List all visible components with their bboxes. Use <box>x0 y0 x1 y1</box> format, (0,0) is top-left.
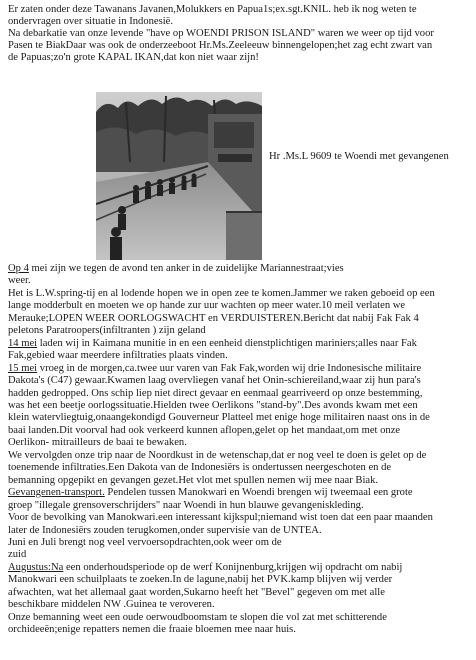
body-line-text: zuid <box>8 549 27 561</box>
body-line <box>8 313 470 325</box>
body-line <box>8 574 470 586</box>
body-line <box>8 462 470 474</box>
body-line <box>8 363 470 375</box>
body-line-text: Voor de bevolking van Manokwari.een interessant kijkspul;niemand wist toen dat een paar maanden <box>8 512 433 524</box>
body-line-text: was het een beetje oorlogssituatie.Hielden twee Oerlikons "stand-by".Des avonds kwam met een <box>8 399 418 411</box>
body-line <box>8 437 470 449</box>
body-line <box>8 562 470 574</box>
body-line-text: een onderhoudsperiode op de werf Konijnenburg,krijgen wij opdracht om nabij <box>63 561 403 573</box>
intro-line: ondervragen over situatie in Indonesië. <box>8 16 174 28</box>
body-line-text: vroeg in de morgen,ca.twee uur varen van Fak Fak,worden wij drie Indonesische militaire <box>37 362 422 374</box>
body-line-text: bemanning opgepikt en gevangen gezet.Het vlot met spullen nemen wij mee naar Biak. <box>8 474 379 486</box>
body-line <box>8 412 470 424</box>
date-heading: Augustus:Na <box>8 561 64 573</box>
body-line-text: We vervolgden onze trip naar de Noordkust in de wetenschap,dat er nog veel te doen is gelet op de <box>8 449 427 461</box>
body-line-text: Fak,gebied waar meerdere infiltraties plaats vinden. <box>8 350 228 362</box>
body-line <box>8 549 470 561</box>
body-line-text: Dakota's (C47) gewaar.Kwamen laag overvliegen vanaf het Onin-schiereiland,waar zij hun para's <box>8 375 421 387</box>
body-line <box>8 450 470 462</box>
body-line <box>8 288 470 300</box>
body-line <box>8 612 470 624</box>
intro-line: Pasen te BiakDaar was ook de onderzeeboot Hr.Ms.Zeeleeuw binnengelopen;het zag echt zwart van <box>8 40 433 52</box>
body-line <box>8 375 470 387</box>
body-line <box>8 338 470 350</box>
body-paragraphs <box>8 263 470 637</box>
body-line <box>8 475 470 487</box>
photo-caption: Hr .Ms.L 9609 te Woendi met gevangenen <box>269 151 449 162</box>
body-line-text: orchideeën;enige repatters nemen die fraaie bloemen mee naar huis. <box>8 624 296 636</box>
body-line-text: afwachten, wat het allemaal gaat worden,Sukarno heeft het "Bevel" gegeven om met alle <box>8 586 385 598</box>
date-heading: 14 mei <box>8 337 38 349</box>
body-line-text: Juni en Juli brengt nog veel vervoersopdrachten,ook weer om de <box>8 536 282 548</box>
body-line-text: lange modderbult en moeten we op hande zur uur wachten op meer water.10 meil verlaten we <box>8 300 406 312</box>
date-heading: Op 4 <box>8 263 29 274</box>
body-line <box>8 487 470 499</box>
body-line-text: Pendelen tussen Manokwari en Woendi brengen wij tweemaal een grote <box>104 487 413 499</box>
body-line-text: hadden gedropped. Ons schip liep niet direct gevaar en eenmaal gearriveerd op onze bestemming, <box>8 387 423 399</box>
body-line <box>8 587 470 599</box>
body-line <box>8 263 470 275</box>
body-line <box>8 500 470 512</box>
body-line-text: mei zijn we tegen de avond ten anker in de zuidelijke Mariannestraat;vies <box>28 263 344 274</box>
body-line <box>8 300 470 312</box>
ship-deck-photo-icon <box>96 92 262 260</box>
intro-line: de Papuas;zo'n grote KAPAL IKAN,dat kon niet waar zijn! <box>8 52 259 64</box>
body-line <box>8 350 470 362</box>
body-line <box>8 599 470 611</box>
body-line-text: Onze bemanning weet een oude oerwoudboomstam te slopen die vol zat met schitterende <box>8 611 387 623</box>
body-line-text: baai landen.Dit voorval had ook verkeerd kunnen aflopen,gelet op het mandaat,om met onze <box>8 424 401 436</box>
intro-line: Er zaten onder deze Tawanans Javanen,Molukkers en Papua1s;ex.sgt.KNIL. heb ik nog weten te <box>8 4 417 15</box>
body-line <box>8 388 470 400</box>
body-line-text: groep "illegale grensoverschrijders" naar Woendi in hun blauwe gevangeniskleding. <box>8 499 364 511</box>
body-line-text: Oerlikon- mitrailleurs de baai te bewaken. <box>8 437 187 449</box>
intro-paragraph <box>8 4 470 64</box>
body-line <box>8 537 470 549</box>
body-line-text: klein watervliegtuig,onaangekondigd Gouverneur Platteel met enige hoge militairen naast ons in de <box>8 412 430 424</box>
date-heading: Gevangenen-transport. <box>8 487 105 499</box>
body-line-text: peletons Paratroopers(infiltranten ) zijn geland <box>8 325 206 337</box>
body-line-text: later de Indonesiërs zouden terugkomen,onder supervisie van de UNTEA. <box>8 524 322 536</box>
body-line <box>8 425 470 437</box>
body-line-text: Het is L.W.spring-tij en al lodende hopen we in open zee te komen.Jammer we raken geboeid op een <box>8 287 435 299</box>
body-line <box>8 512 470 524</box>
body-line-text: laden wij in Kaimana munitie in en een eenheid dienstplichtigen mariniers;alles naar Fak <box>37 337 417 349</box>
body-line-text: toenemende infiltraties.Een Dakota van de Indonesiërs is ondertussen neergeschoten en de <box>8 462 392 474</box>
body-line-text: Manokwari een schuilplaats te zoeken.In de lagune,nabij het PVK.kamp blijven wij verder <box>8 574 393 586</box>
body-line-text: weer. <box>8 275 31 287</box>
body-line <box>8 624 470 636</box>
body-line-text: beschikbare middelen NW .Guinea te veroveren. <box>8 599 215 611</box>
body-line <box>8 400 470 412</box>
date-heading: 15 mei <box>8 362 38 374</box>
body-line <box>8 275 470 287</box>
intro-line: Na debarkatie van onze levende "have op WOENDI PRISON ISLAND" waren we weer op tijd voor <box>8 28 434 40</box>
body-line-text: Merauke;LOPEN WEER OORLOGSWACHT en VERDUISTEREN.Bericht dat nabij Fak Fak 4 <box>8 312 419 324</box>
body-line <box>8 525 470 537</box>
body-line <box>8 325 470 337</box>
